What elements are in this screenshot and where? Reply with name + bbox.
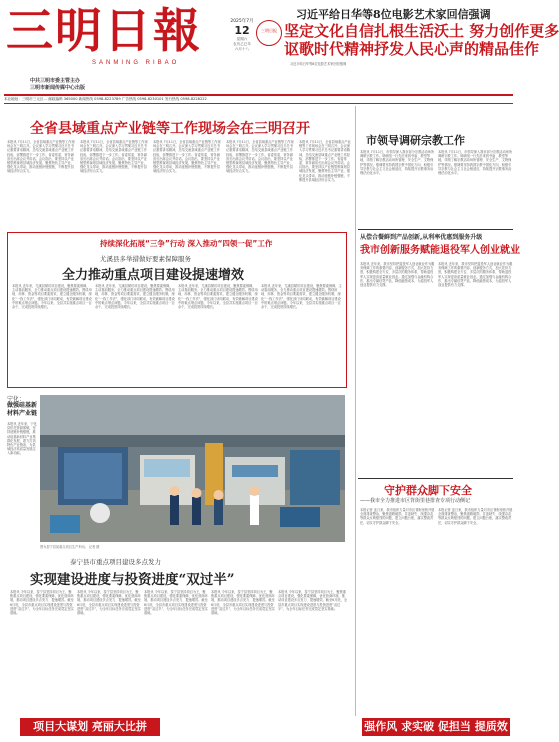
section-rule [358, 478, 513, 479]
lead-story-column: 本报讯 7月11日，全省县域重点产业链等工作现场会在三明召开。会议深入学习贯彻习近平总书记重要讲话精神，总结交流县域重点产业链工作经验，部署推进下一步工作。省委常委、常务副省长出席会议并讲话。会议指出，要坚持以产业链思维谋划县域经济发展，聚焦特色主导产业，强化龙头带动，推动延链补链强链，不断提升县域经济综合实力。 [80, 140, 148, 174]
featured-headline: 全力推动重点项目建设提速增效 [62, 268, 245, 283]
date-weekday: 星期六 [236, 37, 248, 41]
right-headline-3: 守护群众脚下安全 [384, 484, 472, 497]
bottom-body-column: 本报讯 今年以来，泰宁县坚持项目为王，聚焦重点项目建设，强化要素保障，优化营商环境，推动项目建设多点发力、提速增效。截至6月底，全县市重点项目实现建设进度与投资进度“双过半”，为全年目标任务完成奠定坚实基础。 [211, 590, 275, 616]
right-subhead-2: 从偿合餐鲜到产品创新,从利率优惠到服务升级 [360, 234, 483, 241]
lead-story-column: 本报讯 7月11日，全省县域重点产业链等工作现场会在三明召开。会议深入学习贯彻习近平总书记重要讲话精神，总结交流县域重点产业链工作经验，部署推进下一步工作。省委常委、常务副省长出席会议并讲话。会议指出，要坚持以产业链思维谋划县域经济发展，聚焦特色主导产业，强化龙头带动，推动延链补链强链，不断提升县域经济综合实力。 [153, 140, 221, 174]
date-lunar-day: 六月十八 [234, 47, 250, 51]
campaign-banner: 持续深化拓展“三争”行动 深入推动“四领一促”工作 [100, 239, 273, 248]
newspaper-masthead: 三明日報 [6, 4, 202, 59]
publisher-line: 中共三明市委主管主办 [30, 78, 81, 84]
bottom-slogan-banner: 项目大谋划 亮丽大比拼 [20, 718, 160, 736]
section-rule [358, 229, 513, 230]
address-bar: 本社地址：三明市三元区… 邮政编码 365000 新闻热线 0598-8223789 广告热线 0598-8230101 发行热线 0598-8228222 [4, 97, 207, 101]
brief-headline: 做强硅基新材料产业链 [7, 402, 38, 417]
date-year-month: 2025年7月 [230, 19, 254, 24]
headline-line: 讴歌时代精神抒发人民心声的精品佳作 [284, 40, 540, 58]
featured-subheadline: 尤溪县多举措做好要素保障服务 [100, 255, 191, 263]
publisher-line: 三明市新闻传媒中心出版 [30, 84, 86, 91]
masthead-publisher-info [30, 78, 85, 91]
seal-stamp: 三明日报 [256, 20, 282, 46]
featured-body-column: 本报讯 近年来，尤溪县紧盯项目建设，聚焦要素保障，主动靠前服务，全力推动重点项目建设提速增效。围绕用地、用林、资金等项目要素需求，建立健全服务机制，深化“一线工作法”，强化部门协同联动，有效破解项目建设中的难点堵点问题。今年以来，全县共实施重点项目一百余个，完成投资持续增长。 [178, 284, 258, 310]
right-slogan-banner: 强作风 求实破 促担当 提质效 [362, 718, 510, 736]
factory-photo [40, 395, 345, 542]
brief-tag: 宁化： [7, 396, 26, 403]
issue-date [228, 18, 256, 52]
factory-illustration [40, 395, 345, 542]
top-story-body: 习近平给日华等8位电影艺术家回信强调 [290, 62, 347, 66]
right-body-3: 本报记者 连日来，我市组织力量对市区背街里巷开展全面排查整治，聚焦道路破损、井盖缺失、线缆杂乱等群众反映强烈的问题，建立问题台账，落实整改责任，切实守护群众脚下安全。 [438, 508, 513, 525]
right-body-3: 本报记者 连日来，我市组织力量对市区背街里巷开展全面排查整治，聚焦道路破损、井盖缺失、线缆杂乱等群众反映强烈的问题，建立问题台账，落实整改责任，切实守护群众脚下安全。 [360, 508, 435, 525]
lead-story-column: 本报讯 7月11日，全省县域重点产业链等工作现场会在三明召开。会议深入学习贯彻习近平总书记重要讲话精神，总结交流县域重点产业链工作经验，部署推进下一步工作。省委常委、常务副省长出席会议并讲话。会议指出，要坚持以产业链思维谋划县域经济发展，聚焦特色主导产业，强化龙头带动，推动延链补链强链，不断提升县域经济综合实力。 [226, 140, 294, 174]
right-subhead-3: ——我市全力推进市区背街里巷排查专项行动侧记 [360, 498, 471, 504]
bottom-headline: 实现建设进度与投资进度“双过半” [30, 572, 235, 588]
right-headline-2: 我市创新服务赋能退役军人创业就业 [360, 245, 520, 256]
brief-body: 本报讯 近年来，宁化县依托资源禀赋，坚持延链补链强链，推动硅基新材料产业集群化发展，着力打造特色产业链条，为县域经济高质量发展注入新动能。 [7, 422, 37, 456]
bottom-body-column: 本报讯 今年以来，泰宁县坚持项目为王，聚焦重点项目建设，强化要素保障，优化营商环境，推动项目建设多点发力、提速增效。截至6月底，全县市重点项目实现建设进度与投资进度“双过半”，为全年目标任务完成奠定坚实基础。 [77, 590, 141, 616]
featured-body-column: 本报讯 近年来，尤溪县紧盯项目建设，聚焦要素保障，主动靠前服务，全力推动重点项目建设提速增效。围绕用地、用林、资金等项目要素需求，建立健全服务机制，深化“一线工作法”，强化部门协同联动，有效破解项目建设中的难点堵点问题。今年以来，全县共实施重点项目一百余个，完成投资持续增长。 [95, 284, 175, 310]
bottom-body-column: 本报讯 今年以来，泰宁县坚持项目为王，聚焦重点项目建设，强化要素保障，优化营商环境，推动项目建设多点发力、提速增效。截至6月底，全县市重点项目实现建设进度与投资进度“双过半”，为全年目标任务完成奠定坚实基础。 [278, 590, 347, 611]
featured-body-column: 本报讯 近年来，尤溪县紧盯项目建设，聚焦要素保障，主动靠前服务，全力推动重点项目建设提速增效。围绕用地、用林、资金等项目要素需求，建立健全服务机制，深化“一线工作法”，强化部门协同联动，有效破解项目建设中的难点堵点问题。今年以来，全县共实施重点项目一百余个，完成投资持续增长。 [12, 284, 92, 310]
nav-rule [4, 103, 513, 104]
lead-story-column: 本报讯 7月11日，全省县域重点产业链等工作现场会在三明召开。会议深入学习贯彻习近平总书记重要讲话精神，总结交流县域重点产业链工作经验，部署推进下一步工作。省委常委、常务副省长出席会议并讲话。会议指出，要坚持以产业链思维谋划县域经济发展，聚焦特色主导产业，强化龙头带动，推动延链补链强链，不断提升县域经济综合实力。 [299, 140, 351, 182]
right-body-2: 本报讯 近年来，我市坚持把退役军人创业就业作为服务保障工作的重要内容，创新服务方式，加大扶持力度，积极构建全方位、多层次的服务体系，帮助退役军人实现更高质量就业创业。通过加强与金融机构合作，推出专属信贷产品，降低融资成本，为退役军人创业提供有力支撑。 [438, 262, 513, 288]
lead-story-column: 本报讯 7月11日，全省县域重点产业链等工作现场会在三明召开。会议深入学习贯彻习近平总书记重要讲话精神，总结交流县域重点产业链工作经验，部署推进下一步工作。省委常委、常务副省长出席会议并讲话。会议指出，要坚持以产业链思维谋划县域经济发展，聚焦特色主导产业，强化龙头带动，推动延链补链强链，不断提升县域经济综合实力。 [7, 140, 75, 174]
bottom-body-column: 本报讯 今年以来，泰宁县坚持项目为王，聚焦重点项目建设，强化要素保障，优化营商环境，推动项目建设多点发力、提速增效。截至6月底，全县市重点项目实现建设进度与投资进度“双过半”，为全年目标任务完成奠定坚实基础。 [144, 590, 208, 616]
lead-story-headline: 全省县域重点产业链等工作现场会在三明召开 [30, 121, 310, 137]
top-story-headline [284, 22, 559, 58]
right-body-1: 本报讯 7月11日，市领导深入我市部分宗教活动场所调研宗教工作。调研组一行先后来到寺庙、教堂等地，详细了解宗教活动场所管理、安全生产、文物保护等情况。强调要坚持我国宗教中国化方向，积极引导宗教与社会主义社会相适应，持续提升宗教事务治理法治化水平。 [360, 150, 435, 176]
top-story-kicker: 习近平给日华等8位电影艺术家回信强调 [296, 8, 491, 21]
column-divider [355, 106, 356, 716]
right-headline-1: 市领导调研宗教工作 [366, 134, 465, 147]
right-body-1: 本报讯 7月11日，市领导深入我市部分宗教活动场所调研宗教工作。调研组一行先后来到寺庙、教堂等地，详细了解宗教活动场所管理、安全生产、文物保护等情况。强调要坚持我国宗教中国化方向，积极引导宗教与社会主义社会相适应，持续提升宗教事务治理法治化水平。 [438, 150, 513, 176]
bottom-body-column: 本报讯 今年以来，泰宁县坚持项目为王，聚焦重点项目建设，强化要素保障，优化营商环境，推动项目建设多点发力、提速增效。截至6月底，全县市重点项目实现建设进度与投资进度“双过半”，为全年目标任务完成奠定坚实基础。 [10, 590, 74, 616]
photo-credit: 图为泰宁县某重点项目生产车间。 记者 摄 [40, 545, 100, 549]
bottom-subheadline: 泰宁县市重点项目建设多点发力 [70, 558, 161, 566]
featured-body-column: 本报讯 近年来，尤溪县紧盯项目建设，聚焦要素保障，主动靠前服务，全力推动重点项目建设提速增效。围绕用地、用林、资金等项目要素需求，建立健全服务机制，深化“一线工作法”，强化部门协同联动，有效破解项目建设中的难点堵点问题。今年以来，全县共实施重点项目一百余个，完成投资持续增长。 [261, 284, 342, 310]
right-body-2: 本报讯 近年来，我市坚持把退役军人创业就业作为服务保障工作的重要内容，创新服务方式，加大扶持力度，积极构建全方位、多层次的服务体系，帮助退役军人实现更高质量就业创业。通过加强与金融机构合作，推出专属信贷产品，降低融资成本，为退役军人创业提供有力支撑。 [360, 262, 435, 288]
date-lunar: 农历乙巳年 [233, 42, 251, 46]
masthead-pinyin: SANMING RIBAO [92, 60, 180, 66]
headline-line: 坚定文化自信扎根生活沃土 努力创作更多 [284, 22, 559, 40]
date-day: 12 [234, 24, 250, 37]
